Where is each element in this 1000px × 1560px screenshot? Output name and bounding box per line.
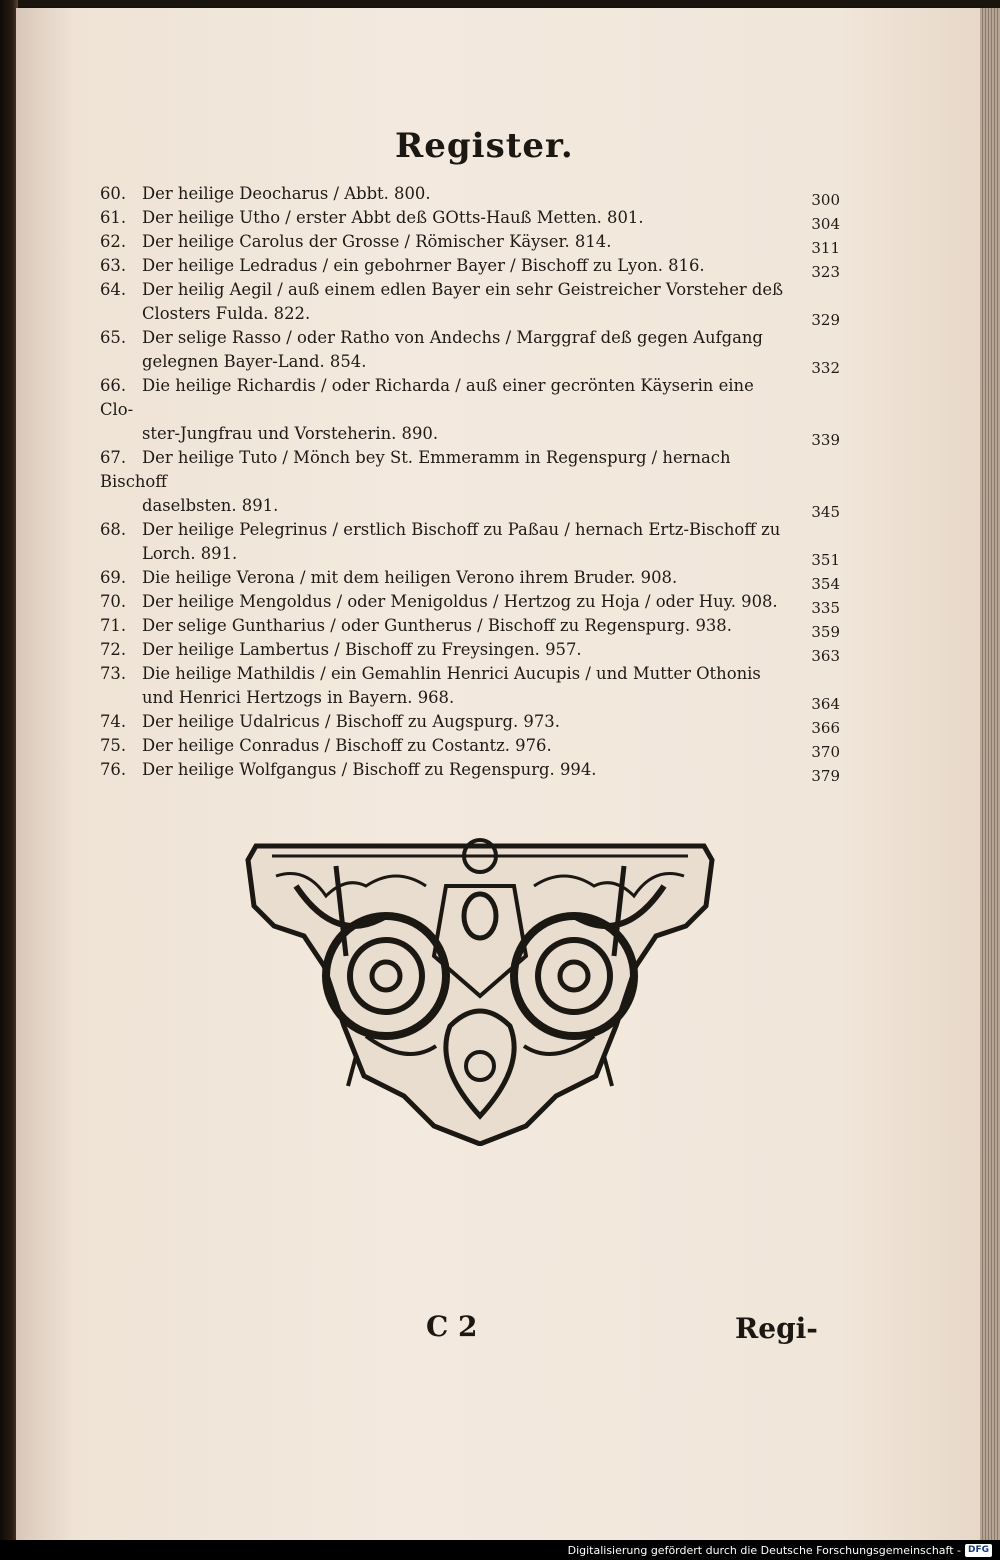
entry-page-number: 335 <box>811 599 840 617</box>
entry-number: 67. <box>100 448 127 467</box>
register-entry <box>100 206 840 233</box>
footer-bar <box>0 1540 1000 1560</box>
entry-text: Der heilige Deocharus / Abbt. 800. <box>142 184 431 203</box>
entry-text: Die heilige Verona / mit dem heiligen Verono ihrem Bruder. 908. <box>142 568 678 587</box>
entry-number: 74. <box>100 712 127 731</box>
entry-text: Der heilige Pelegrinus / erstlich Bischoff zu Paßau / hernach Ertz-Bischoff zu <box>142 520 781 539</box>
entry-page-number: 359 <box>811 623 840 641</box>
register-entry <box>100 734 840 761</box>
entry-page-number: 366 <box>811 719 840 737</box>
entry-text: Der heilige Conradus / Bischoff zu Costantz. 976. <box>142 736 552 755</box>
entry-number: 61. <box>100 208 127 227</box>
entry-number: 76. <box>100 760 127 779</box>
entry-number: 71. <box>100 616 127 635</box>
entry-number: 72. <box>100 640 127 659</box>
entry-page-number: 370 <box>811 743 840 761</box>
entry-number: 70. <box>100 592 127 611</box>
register-entry <box>100 182 840 209</box>
entry-page-number: 379 <box>811 767 840 785</box>
entry-number: 65. <box>100 328 127 347</box>
register-entry <box>100 638 840 665</box>
register-entry <box>100 566 840 593</box>
entry-text: und Henrici Hertzogs in Bayern. 968. <box>142 688 455 707</box>
register-entry <box>100 230 840 257</box>
register-list <box>100 182 840 785</box>
entry-page-number: 300 <box>811 191 840 209</box>
entry-number: 73. <box>100 664 127 683</box>
register-entry <box>100 758 840 785</box>
entry-text: Der heilige Utho / erster Abbt deß GOtts-Hauß Metten. 801. <box>142 208 644 227</box>
register-entry <box>100 614 840 641</box>
register-entry <box>100 326 840 377</box>
entry-number: 66. <box>100 376 127 395</box>
signature-mark: C 2 <box>426 1310 478 1343</box>
entry-number: 68. <box>100 520 127 539</box>
entry-page-number: 345 <box>811 503 840 521</box>
entry-text: gelegnen Bayer-Land. 854. <box>142 352 367 371</box>
entry-text: Der heilige Mengoldus / oder Menigoldus / Hertzog zu Hoja / oder Huy. 908. <box>142 592 778 611</box>
entry-text: Der heilige Lambertus / Bischoff zu Freysingen. 957. <box>142 640 582 659</box>
entry-page-number: 304 <box>811 215 840 233</box>
catchword: Regi- <box>735 1312 818 1345</box>
entry-text: Die heilige Richardis / oder Richarda / auß einer gecrönten Käyserin eine Clo- <box>100 376 754 419</box>
entry-text: Der selige Rasso / oder Ratho von Andechs / Marggraf deß gegen Aufgang <box>142 328 763 347</box>
entry-text: Der heilige Ledradus / ein gebohrner Bayer / Bischoff zu Lyon. 816. <box>142 256 705 275</box>
footer-text: Digitalisierung gefördert durch die Deutsche Forschungsgemeinschaft - <box>567 1543 961 1557</box>
entry-text: Die heilige Mathildis / ein Gemahlin Henrici Aucupis / und Mutter Othonis <box>142 664 761 683</box>
entry-text: Der selige Guntharius / oder Guntherus / Bischoff zu Regenspurg. 938. <box>142 616 732 635</box>
dfg-logo: DFG <box>965 1544 992 1557</box>
ornament-tailpiece <box>236 826 724 1146</box>
register-entry <box>100 278 840 329</box>
entry-number: 60. <box>100 184 127 203</box>
entry-number: 62. <box>100 232 127 251</box>
entry-text: Der heilig Aegil / auß einem edlen Bayer ein sehr Geistreicher Vorsteher deß <box>142 280 784 299</box>
register-entry <box>100 662 840 713</box>
register-entry <box>100 710 840 737</box>
page-title: Register. <box>395 126 574 166</box>
entry-text: Der heilige Wolfgangus / Bischoff zu Regenspurg. 994. <box>142 760 597 779</box>
register-entry <box>100 374 840 449</box>
entry-text: Closters Fulda. 822. <box>142 304 311 323</box>
register-entry <box>100 518 840 569</box>
entry-page-number: 364 <box>811 695 840 713</box>
entry-text: Der heilige Carolus der Grosse / Römischer Käyser. 814. <box>142 232 612 251</box>
entry-text: Lorch. 891. <box>142 544 238 563</box>
entry-page-number: 351 <box>811 551 840 569</box>
entry-page-number: 332 <box>811 359 840 377</box>
entry-page-number: 339 <box>811 431 840 449</box>
entry-page-number: 323 <box>811 263 840 281</box>
entry-text: ster-Jungfrau und Vorsteherin. 890. <box>142 424 439 443</box>
register-entry <box>100 446 840 521</box>
entry-page-number: 363 <box>811 647 840 665</box>
register-entry <box>100 590 840 617</box>
entry-number: 64. <box>100 280 127 299</box>
entry-page-number: 311 <box>811 239 840 257</box>
page-edge <box>980 8 1000 1540</box>
entry-page-number: 354 <box>811 575 840 593</box>
register-entry <box>100 254 840 281</box>
entry-text: daselbsten. 891. <box>142 496 279 515</box>
entry-number: 69. <box>100 568 127 587</box>
entry-text: Der heilige Udalricus / Bischoff zu Augspurg. 973. <box>142 712 560 731</box>
entry-text: Der heilige Tuto / Mönch bey St. Emmeramm in Regenspurg / hernach Bischoff <box>100 448 731 491</box>
entry-number: 75. <box>100 736 127 755</box>
entry-number: 63. <box>100 256 127 275</box>
entry-page-number: 329 <box>811 311 840 329</box>
